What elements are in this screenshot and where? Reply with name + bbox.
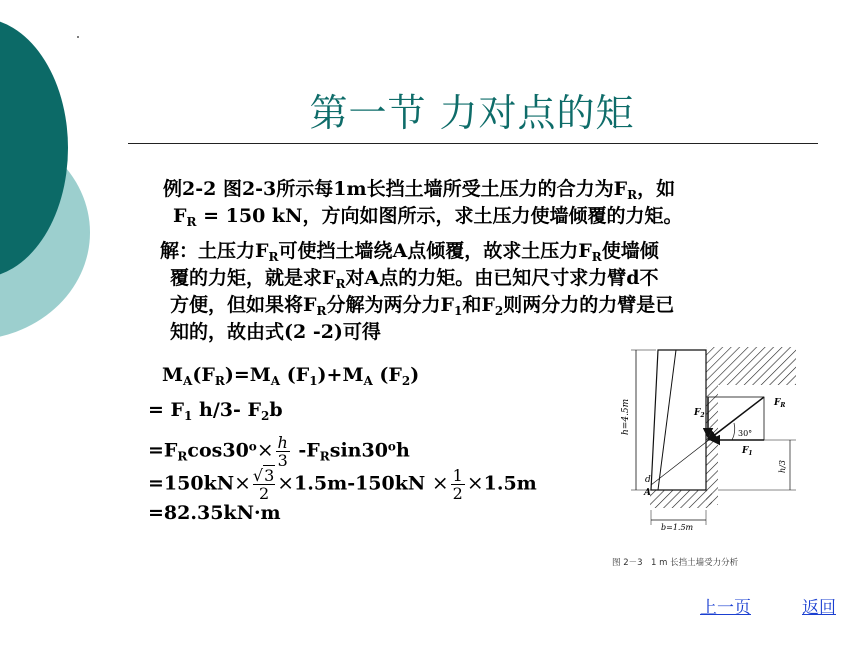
solution-paragraph: 解：土压力$F_R$可使挡土墙绕A点倾覆，故求土压力$F_R$使墙倾 覆的力矩，就是求$F_R$对A点的力矩。由已知尺寸求力臂d不 方便，但如果将$F_R$分解为两分力$F_1$和$F_2$则两分力的力臂是已 知的，故由式(2 -2)可得 (160, 240, 675, 343)
example-line2: $F_R = 150$ kN，方向如图所示，求土压力使墙倾覆的力矩。 (173, 205, 683, 229)
svg-text:F1: $F_1$ (742, 446, 753, 457)
fraction-h-over-3: $\frac{h}{3}$ (277, 433, 288, 470)
wall-outline (651, 350, 706, 490)
fraction-1-over-2: $\frac{1}{2}$ (452, 466, 463, 503)
subscript: R (627, 188, 638, 202)
example-fig-ref: 图2-3 (222, 178, 277, 200)
formula-line-4: =150kN× $\frac{√3}{2}$ ×1.5m-150kN × $\frac{1}{2}$ ×1.5m (148, 466, 537, 503)
title-divider (128, 143, 818, 144)
formula-line-3: $=F_R\cos 30^o\times$ $\frac{h}{3}$ $-F_R\sin 30^oh$ (148, 433, 410, 470)
prev-page-link[interactable]: 上一页 (700, 598, 751, 618)
soil-hatch (706, 347, 796, 505)
label-h: h=4.5m (621, 398, 631, 435)
slide-title: 第一节 力对点的矩 (309, 91, 635, 135)
example-label: 例2-2 (163, 178, 217, 200)
formula-line-5: =82.35kN·m (148, 502, 281, 524)
fraction-sqrt3-over-2: $\frac{√3}{2}$ (252, 466, 275, 503)
retaining-wall-figure (614, 345, 809, 550)
svg-text:FR: $F_R$ (774, 398, 786, 409)
example-text: 所示每1m长挡土墙所受土压力的合力为F (276, 178, 628, 200)
svg-text:F2: $F_2$ (694, 408, 705, 419)
formula-line-2: = $F_1$ h/3- $F_2b$ (148, 399, 283, 423)
svg-text:d: d (645, 475, 651, 485)
formula-line-1: $M_A(F_R)=M_A$ $(F_1)+M_A$ $(F_2)$ (162, 364, 420, 388)
svg-text:h/3: h/3 (778, 460, 787, 473)
label-angle: 30° (738, 429, 753, 438)
svg-text:b=1.5m: b=1.5m (661, 523, 694, 532)
figure-caption: 图 2－3 1 m 长挡土墙受力分析 (612, 558, 739, 568)
svg-text:A: A (644, 488, 651, 498)
example-paragraph (163, 176, 803, 230)
example-text: ，如 (637, 178, 676, 200)
back-link[interactable]: 返回 (802, 598, 836, 618)
decor-dot (77, 36, 79, 38)
